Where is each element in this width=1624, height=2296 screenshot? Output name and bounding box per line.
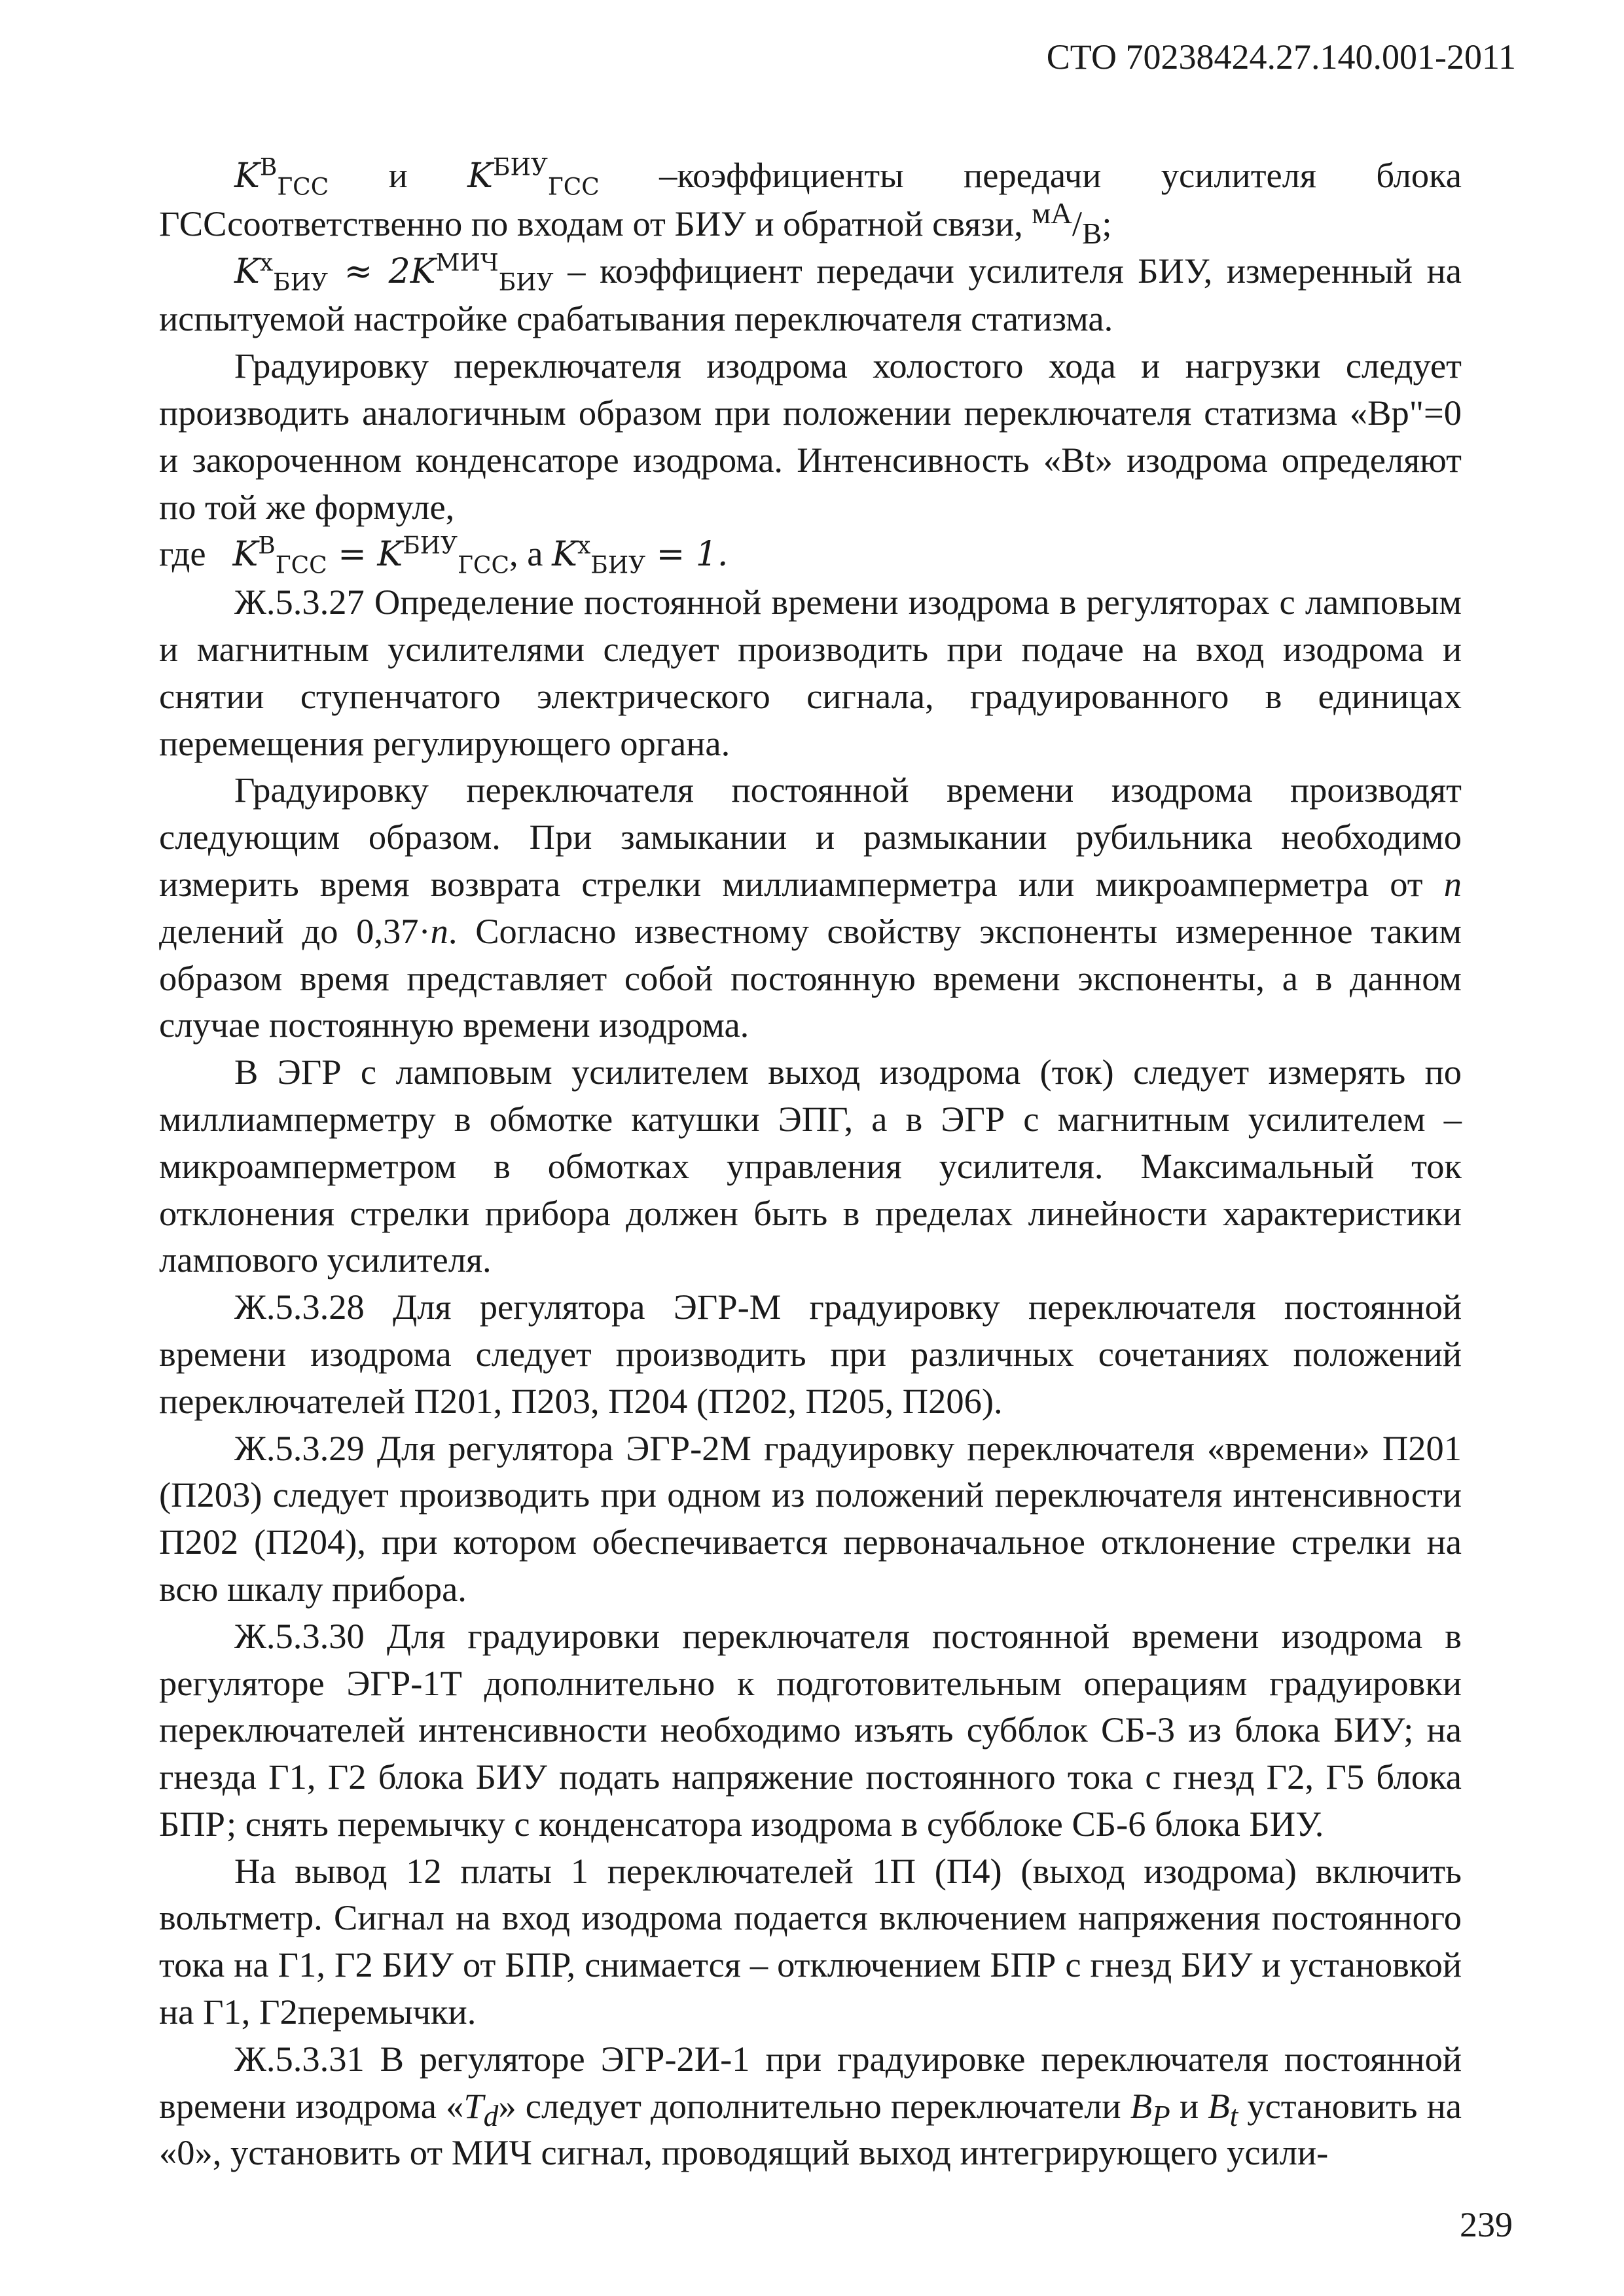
- document-code-header: СТО 70238424.27.140.001-2011: [1046, 37, 1516, 77]
- paragraph-5-3-28: Ж.5.3.28 Для регулятора ЭГР-М градуировку переключателя постоянной времени изодрома следует производить при различных сочетаниях положений переключателей П201, П203, П204 (П202, П205, П206).: [159, 1287, 1462, 1421]
- paragraph-5-3-27: Ж.5.3.27 Определение постоянной времени изодрома в регуляторах с ламповым и магнитным усилителями следует производить при подаче на вход изодрома и снятии ступенчатого электрического сигнала, градуированного в единицах перемещения регулирующего органа.: [159, 582, 1462, 763]
- paragraph-where-formula: где $K^B_{ГСС} = K^{БИУ}_{ГСС}$, а $K^x_{БИУ} = 1$.: [159, 533, 729, 579]
- formula-k-biu-one: $K^x_{БИУ} = 1$.: [552, 533, 729, 579]
- document-body: [159, 152, 1462, 2176]
- formula-k-gss-biu: $K^{БИУ}_{ГСС}$: [467, 154, 600, 201]
- paragraph-gss-coefficients: $K^B_{ГСС}$ и $K^{БИУ}_{ГСС}$ –коэффициенты передачи усилителя блока ГССсоответственно по входам от БИУ и обратной связи, $^{мА}/_В$;: [159, 154, 1462, 250]
- formula-equality: $K^B_{ГСС} = K^{БИУ}_{ГСС}$: [232, 533, 510, 579]
- paragraph-time-constant-calibration: Градуировку переключателя постоянной времени изодрома производят следующим образом. При замыкании и размыкании рубильника необходимо измерить время возврата стрелки миллиамперметра или микроамперметра от n делений до 0,37·n. Согласно известному свойству экспоненты измеренное таким образом время представляет собой постоянную времени экспоненты, а в данном случае постоянную времени изодрома.: [159, 770, 1462, 1045]
- paragraph-5-3-30: Ж.5.3.30 Для градуировки переключателя постоянной времени изодрома в регуляторе ЭГР-1Т дополнительно к подготовительным операциям градуировки переключателей интенсивности необходимо изъять субблок СБ-3 из блока БИУ; на гнезда Г1, Г2 блока БИУ подать напряжение постоянного тока с гнезд Г2, Г5 блока БПР; снять перемычку с конденсатора изодрома в субблоке СБ-6 блока БИУ.: [159, 1615, 1462, 1844]
- paragraph-egr-lamp-amplifier: В ЭГР с ламповым усилителем выход изодрома (ток) следует измерять по миллиамперметру в обмотке катушки ЭПГ, а в ЭГР с магнитным усилителем – микроамперметром в обмотках управления усилителя. Максимальный ток отклонения стрелки прибора должен быть в пределах линейности характеристики лампового усилителя.: [159, 1052, 1462, 1280]
- page-number: 239: [1460, 2205, 1513, 2244]
- paragraph-5-3-29: Ж.5.3.29 Для регулятора ЭГР-2М градуировку переключателя «времени» П201 (П203) следует производить при одном из положений переключателя интенсивности П202 (П204), при котором обеспечивается первоначальное отклонение стрелки на всю шкалу прибора.: [159, 1427, 1462, 1609]
- paragraph-idle-calibration: Градуировку переключателя изодрома холостого хода и нагрузки следует производить аналогичным образом при положении переключателя статизма «Вр"=0 и закороченном конденсаторе изодрома. Интенсивность «Bt» изодрома определяют по той же формуле,: [159, 346, 1462, 527]
- paragraph-biu-coefficient: $K^x_{БИУ} \approx 2K^{МИЧ}_{БИУ}$ – коэффициент передачи усилителя БИУ, измеренный на испытуемой настройке срабатывания переключателя статизма.: [159, 249, 1462, 339]
- formula-k-gss-b: $K^B_{ГСС}$: [234, 154, 329, 201]
- paragraph-voltmeter: На вывод 12 платы 1 переключателей 1П (П4) (выход изодрома) включить вольтметр. Сигнал на вход изодрома подается включением напряжения постоянного тока на Г1, Г2 БИУ от БПР, снимается – отключением БПР с гнезд БИУ и установкой на Г1, Г2перемычки.: [159, 1850, 1462, 2032]
- paragraph-5-3-31: Ж.5.3.31 В регуляторе ЭГР-2И-1 при градуировке переключателя постоянной времени изодрома «$T_d$» следует дополнительно переключатели $B_P$ и $B_t$ установить на «0», установить от МИЧ сигнал, проводящий выход интегрирующего усили-: [159, 2038, 1462, 2173]
- formula-k-biu-approx: $K^x_{БИУ} \approx 2K^{МИЧ}_{БИУ}$: [234, 249, 554, 296]
